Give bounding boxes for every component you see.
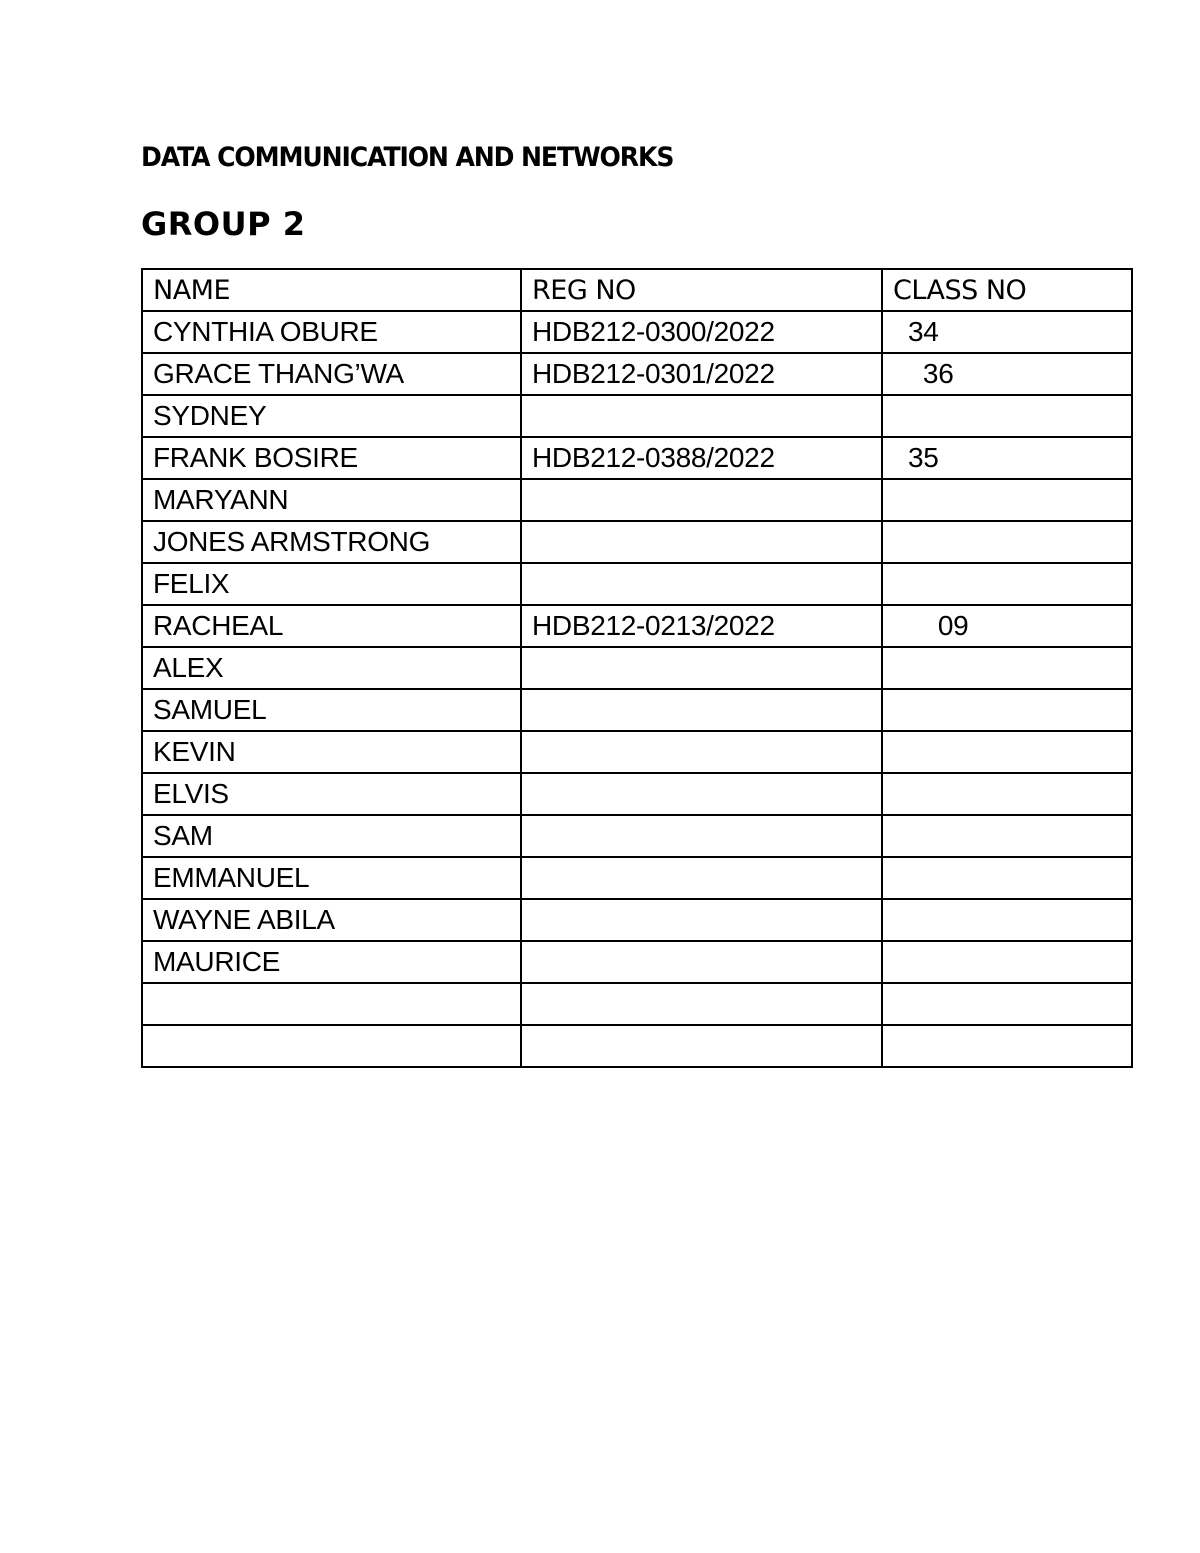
name-cell: GRACE THANG’WA xyxy=(142,353,521,395)
table-row xyxy=(142,521,1132,563)
name-cell xyxy=(142,1025,521,1067)
table-row xyxy=(142,605,1132,647)
class-no-cell xyxy=(882,941,1132,983)
name-cell: FELIX xyxy=(142,563,521,605)
name-cell: EMMANUEL xyxy=(142,857,521,899)
name-cell: ELVIS xyxy=(142,773,521,815)
reg-no-cell: HDB212-0301/2022 xyxy=(521,353,882,395)
reg-no-cell xyxy=(521,815,882,857)
class-no-cell xyxy=(882,479,1132,521)
reg-no-cell xyxy=(521,983,882,1025)
class-no-cell xyxy=(882,773,1132,815)
table-row xyxy=(142,941,1132,983)
name-cell: WAYNE ABILA xyxy=(142,899,521,941)
table-header-row xyxy=(142,269,1132,311)
class-no-cell xyxy=(882,1025,1132,1067)
name-cell: CYNTHIA OBURE xyxy=(142,311,521,353)
table-row xyxy=(142,815,1132,857)
name-cell: MAURICE xyxy=(142,941,521,983)
name-cell: SAMUEL xyxy=(142,689,521,731)
table-row xyxy=(142,731,1132,773)
table-row xyxy=(142,689,1132,731)
class-no-cell xyxy=(882,647,1132,689)
table-row xyxy=(142,353,1132,395)
reg-no-cell xyxy=(521,521,882,563)
reg-no-cell: HDB212-0213/2022 xyxy=(521,605,882,647)
class-no-cell: 09 xyxy=(882,605,1132,647)
table-row xyxy=(142,395,1132,437)
table-row xyxy=(142,857,1132,899)
reg-no-cell xyxy=(521,731,882,773)
reg-no-cell xyxy=(521,689,882,731)
table-row xyxy=(142,647,1132,689)
reg-no-cell xyxy=(521,1025,882,1067)
name-cell: MARYANN xyxy=(142,479,521,521)
table-row xyxy=(142,479,1132,521)
reg-no-cell: HDB212-0388/2022 xyxy=(521,437,882,479)
class-no-cell: 34 xyxy=(882,311,1132,353)
class-no-cell xyxy=(882,731,1132,773)
group-heading: GROUP 2 xyxy=(141,205,306,243)
name-cell: SAM xyxy=(142,815,521,857)
name-cell: KEVIN xyxy=(142,731,521,773)
table-row xyxy=(142,1025,1132,1067)
table-body xyxy=(142,311,1132,1067)
reg-no-cell xyxy=(521,941,882,983)
reg-no-cell xyxy=(521,647,882,689)
class-no-cell xyxy=(882,899,1132,941)
table-row xyxy=(142,983,1132,1025)
name-cell: RACHEAL xyxy=(142,605,521,647)
class-no-cell xyxy=(882,563,1132,605)
reg-no-cell: HDB212-0300/2022 xyxy=(521,311,882,353)
table-row xyxy=(142,773,1132,815)
reg-no-cell xyxy=(521,899,882,941)
reg-no-cell xyxy=(521,479,882,521)
class-no-cell: 35 xyxy=(882,437,1132,479)
table-row xyxy=(142,437,1132,479)
class-no-cell xyxy=(882,983,1132,1025)
class-no-cell xyxy=(882,521,1132,563)
name-cell xyxy=(142,983,521,1025)
header-class-no: CLASS NO xyxy=(882,269,1132,311)
table-row xyxy=(142,899,1132,941)
name-cell: FRANK BOSIRE xyxy=(142,437,521,479)
table-row xyxy=(142,563,1132,605)
reg-no-cell xyxy=(521,395,882,437)
table-row xyxy=(142,311,1132,353)
name-cell: SYDNEY xyxy=(142,395,521,437)
reg-no-cell xyxy=(521,857,882,899)
header-name: NAME xyxy=(142,269,521,311)
class-no-cell xyxy=(882,689,1132,731)
reg-no-cell xyxy=(521,773,882,815)
class-no-cell: 36 xyxy=(882,353,1132,395)
class-no-cell xyxy=(882,857,1132,899)
member-table xyxy=(141,268,1133,1068)
name-cell: ALEX xyxy=(142,647,521,689)
class-no-cell xyxy=(882,395,1132,437)
reg-no-cell xyxy=(521,563,882,605)
name-cell: JONES ARMSTRONG xyxy=(142,521,521,563)
header-reg-no: REG NO xyxy=(521,269,882,311)
document-title: DATA COMMUNICATION AND NETWORKS xyxy=(141,142,674,173)
class-no-cell xyxy=(882,815,1132,857)
